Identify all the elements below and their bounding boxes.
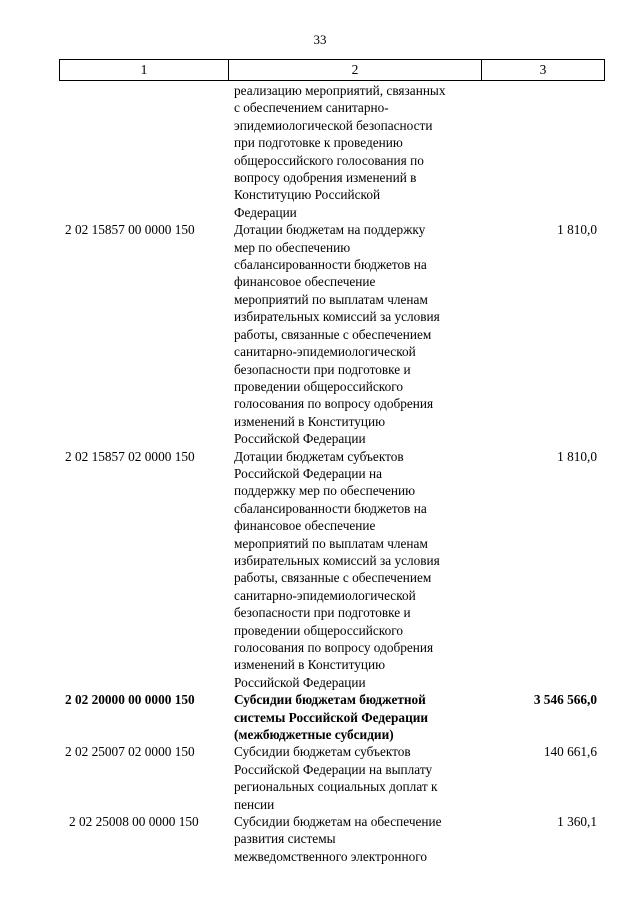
- row-description: [228, 813, 481, 865]
- row-code: 2 02 20000 00 0000 150: [65, 692, 195, 708]
- description-line: безопасности при подготовке и: [234, 605, 411, 621]
- row-code: [59, 82, 228, 221]
- description-line: безопасности при подготовке и: [234, 361, 411, 377]
- description-line: Субсидии бюджетам на обеспечение: [234, 814, 442, 830]
- table-header: [59, 59, 605, 81]
- description-line: общероссийского голосования по: [234, 152, 424, 168]
- description-line: мер по обеспечению: [234, 239, 351, 255]
- description-line: поддержку мер по обеспечению: [234, 483, 416, 499]
- description-line: сбалансированности бюджетов на: [234, 500, 427, 516]
- description-line: избирательных комиссий за условия: [234, 309, 440, 325]
- page-number: 33: [313, 32, 327, 47]
- table-row: [59, 743, 605, 813]
- column-header-1: 1: [60, 60, 229, 80]
- description-line: Российской Федерации на выплату: [234, 761, 433, 777]
- description-line: голосования по вопросу одобрения: [234, 396, 434, 412]
- description-line: Субсидии бюджетам бюджетной: [234, 692, 426, 708]
- row-amount: [481, 82, 605, 221]
- description-line: мероприятий по выплатам членам: [234, 291, 428, 307]
- row-code: 2 02 25008 00 0000 150: [69, 814, 199, 830]
- description-line: проведении общероссийского: [234, 378, 404, 394]
- description-line: санитарно-эпидемиологической: [234, 587, 416, 603]
- row-amount: 3 546 566,0: [533, 692, 597, 708]
- table-row: [59, 221, 605, 447]
- table-row: [59, 82, 605, 221]
- row-description: [228, 221, 481, 447]
- row-amount: 1 360,1: [557, 814, 597, 830]
- description-line: изменений в Конституцию: [234, 657, 386, 673]
- description-line: Федерации: [234, 204, 297, 220]
- column-header-3: 3: [539, 62, 547, 77]
- row-code: 2 02 15857 02 0000 150: [65, 448, 195, 464]
- description-line: пенсии: [234, 796, 275, 812]
- row-description: [228, 448, 481, 692]
- description-line: (межбюджетные субсидии): [234, 727, 394, 743]
- description-line: системы Российской Федерации: [234, 709, 429, 725]
- column-header-2: 2: [229, 60, 482, 80]
- description-line: Субсидии бюджетам субъектов: [234, 744, 411, 760]
- description-line: эпидемиологической безопасности: [234, 117, 433, 133]
- row-code: 2 02 25007 02 0000 150: [65, 744, 195, 760]
- row-description: [228, 743, 481, 813]
- row-amount: 1 810,0: [557, 222, 597, 238]
- row-description: [228, 82, 481, 221]
- description-line: межведомственного электронного: [234, 848, 428, 864]
- row-description: [228, 691, 481, 743]
- description-line: при подготовке к проведению: [234, 135, 403, 151]
- description-line: избирательных комиссий за условия: [234, 552, 440, 568]
- description-line: проведении общероссийского: [234, 622, 404, 638]
- description-line: региональных социальных доплат к: [234, 779, 438, 795]
- description-line: санитарно-эпидемиологической: [234, 344, 416, 360]
- row-code: 2 02 15857 00 0000 150: [65, 222, 195, 238]
- table-row: [59, 448, 605, 692]
- description-line: Дотации бюджетам на поддержку: [234, 222, 426, 238]
- description-line: развития системы: [234, 831, 336, 847]
- description-line: Конституцию Российской: [234, 187, 381, 203]
- description-line: Российской Федерации на: [234, 465, 382, 481]
- table-row: [59, 813, 605, 865]
- description-line: работы, связанные с обеспечением: [234, 570, 432, 586]
- row-amount: 140 661,6: [543, 744, 597, 760]
- table-row: [59, 691, 605, 743]
- row-amount: 1 810,0: [557, 448, 597, 464]
- description-line: Российской Федерации: [234, 431, 366, 447]
- description-line: Дотации бюджетам субъектов: [234, 448, 404, 464]
- description-line: финансовое обеспечение: [234, 518, 376, 534]
- description-line: финансовое обеспечение: [234, 274, 376, 290]
- description-line: голосования по вопросу одобрения: [234, 640, 434, 655]
- description-line: вопросу одобрения изменений в: [234, 170, 417, 186]
- budget-table: [59, 82, 605, 865]
- description-line: реализацию мероприятий, связанных: [234, 83, 446, 98]
- description-line: изменений в Конституцию: [234, 413, 386, 429]
- description-line: мероприятий по выплатам членам: [234, 535, 428, 551]
- description-line: сбалансированности бюджетов на: [234, 257, 427, 273]
- description-line: с обеспечением санитарно-: [234, 100, 389, 116]
- description-line: Российской Федерации: [234, 674, 366, 690]
- description-line: работы, связанные с обеспечением: [234, 326, 432, 342]
